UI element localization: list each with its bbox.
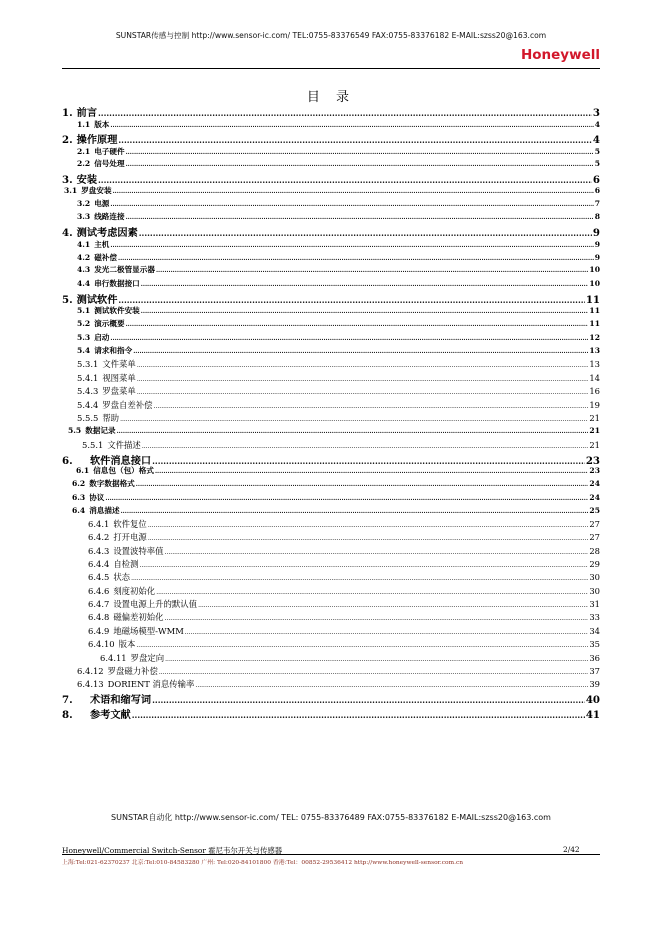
toc-entry-number: 3.2 [77, 199, 91, 208]
toc-entry-title: 磁补偿 [94, 253, 117, 262]
toc-entry-label [77, 318, 125, 329]
toc-entry-title: 设置波特率值 [113, 546, 164, 556]
toc-entry-number: 5.3.1 [77, 359, 99, 369]
toc-entry[interactable] [77, 278, 600, 289]
toc-leader-dots [132, 710, 585, 720]
toc-entry-page: 7 [594, 199, 600, 208]
toc-entry-label [68, 425, 116, 436]
toc-entry-page: 5 [594, 159, 600, 168]
toc-entry[interactable] [76, 465, 600, 476]
toc-entry[interactable] [77, 358, 600, 370]
toc-entry-number: 6.4.11 [100, 653, 127, 663]
toc-leader-dots [110, 335, 588, 342]
toc-entry-number: 1. [62, 107, 73, 119]
toc-entry-page: 10 [589, 279, 600, 288]
brand-logo-text: Honeywell [520, 47, 600, 63]
toc-entry-number: 4.2 [77, 253, 91, 262]
toc-entry[interactable] [88, 638, 600, 650]
toc-entry-number: 6.2 [72, 479, 86, 488]
toc-entry[interactable] [77, 146, 600, 157]
toc-entry[interactable] [88, 518, 600, 530]
toc-entry-number: 6.4.6 [88, 586, 110, 596]
toc-leader-dots [159, 669, 588, 676]
toc-entry-title: 信息包（包）格式 [93, 466, 154, 475]
toc-entry[interactable] [88, 585, 600, 597]
toc-leader-dots [118, 255, 594, 262]
toc-entry-page: 24 [589, 479, 600, 488]
toc-entry-page: 35 [589, 639, 600, 649]
toc-entry-title: 协议 [89, 493, 105, 502]
toc-entry-page: 27 [589, 532, 600, 542]
toc-entry-page: 13 [589, 346, 600, 355]
toc-leader-dots [148, 535, 589, 542]
toc-entry-title: 操作原理 [76, 134, 118, 146]
toc-entry-number: 6.4.12 [77, 666, 104, 676]
footer-page-number: 2/42 [563, 845, 580, 854]
toc-entry-label [88, 571, 130, 583]
toc-entry-label [77, 119, 109, 130]
toc-entry-page: 12 [589, 333, 600, 342]
toc-entry-number: 6.4.5 [88, 572, 110, 582]
toc-entry-page: 27 [589, 519, 600, 529]
toc-entry[interactable] [100, 652, 600, 664]
toc-leader-dots [154, 403, 589, 410]
toc-entry-label [62, 224, 138, 239]
toc-entry-page: 3 [592, 107, 600, 119]
toc-entry[interactable] [62, 706, 600, 721]
toc-leader-dots [110, 242, 593, 249]
footer-company: Honeywell/Commercial Switch-Sensor 霍尼韦尔开关与传感器 [62, 846, 283, 855]
header-contact-line: SUNSTAR传感与控制 http://www.sensor-ic.com/ TEL:0755-83376549 FAX:0755-83376182 E-MAIL:szss20@163.com [115, 31, 547, 40]
toc-leader-dots [118, 295, 584, 305]
toc-entry-label [77, 345, 132, 356]
toc-leader-dots [98, 175, 592, 185]
toc-entry-label [62, 291, 117, 306]
toc-leader-dots [139, 228, 592, 238]
toc-entry-page: 9 [592, 227, 600, 239]
toc-entry-title: 前言 [76, 107, 98, 119]
toc-entry-label [76, 465, 154, 476]
toc-entry-title: 罗盘菜单 [102, 386, 136, 396]
toc-leader-dots [137, 362, 589, 369]
bottom-contact-line: SUNSTAR自动化 http://www.sensor-ic.com/ TEL: 0755-83376489 FAX:0755-83376182 E-MAIL:szss20@163.com [111, 813, 551, 822]
toc-entry-title: 罗盘安装 [81, 186, 112, 195]
toc-entry[interactable] [77, 239, 600, 250]
toc-entry-page: 10 [589, 265, 600, 274]
toc-entry[interactable] [77, 211, 600, 222]
toc-leader-dots [141, 281, 589, 288]
toc-leader-dots [133, 348, 588, 355]
footer-divider [62, 854, 600, 855]
toc-entry[interactable] [82, 439, 600, 451]
toc-entry-title: 测试考虑因素 [76, 227, 138, 239]
toc-entry-page: 11 [589, 306, 600, 315]
toc-entry-label [100, 652, 164, 664]
toc-entry-label [77, 198, 109, 209]
toc-entry-number: 4. [62, 227, 73, 239]
toc-entry[interactable] [77, 332, 600, 343]
toc-entry[interactable] [77, 399, 600, 411]
toc-entry-title: 软件消息接口 [90, 455, 152, 467]
toc-entry-label [88, 585, 155, 597]
toc-entry-label [62, 706, 131, 721]
toc-entry-page: 30 [589, 572, 600, 582]
toc-entry-number: 2.1 [77, 147, 91, 156]
toc-entry-page: 13 [589, 359, 600, 369]
toc-entry-title: 罗盘自差补偿 [102, 400, 153, 410]
toc-entry-page: 31 [589, 599, 600, 609]
toc-entry-title: 线路连接 [94, 212, 125, 221]
toc-entry-label [77, 264, 155, 275]
toc-entry[interactable] [64, 185, 600, 196]
toc-entry-page: 40 [585, 694, 600, 706]
toc-entry-number: 5.4.4 [77, 400, 99, 410]
toc-entry-page: 39 [589, 679, 600, 689]
toc-entry-number: 5.3 [77, 333, 91, 342]
toc-entry[interactable] [88, 558, 600, 570]
toc-entry-number: 6.4.7 [88, 599, 110, 609]
toc-entry-title: 数字数据格式 [89, 479, 135, 488]
toc-entry-number: 6.1 [76, 466, 90, 475]
toc-leader-dots [113, 188, 594, 195]
toc-entry-number: 6.4 [72, 506, 86, 515]
toc-leader-dots [165, 656, 588, 663]
toc-entry-title: 启动 [94, 333, 110, 342]
footer-offices: 上海:Tel:021-62370237 北京:Tel:010-84583280 广州: Tel:020-84101800 香港:Tel：00852-29536412 http://www.honeywell-sensor.com.cn [62, 860, 464, 866]
toc-entry[interactable] [88, 545, 600, 557]
toc-leader-dots [185, 629, 589, 636]
toc-entry-page: 4 [592, 134, 600, 146]
toc-entry-number: 5. [62, 294, 73, 306]
toc-leader-dots [195, 682, 588, 689]
toc-entry-number: 6.4.8 [88, 612, 110, 622]
toc-entry[interactable] [77, 372, 600, 384]
toc-entry-label [88, 558, 138, 570]
toc-entry-title: 刻度初始化 [113, 586, 156, 596]
toc-entry-page: 23 [589, 466, 600, 475]
toc-entry-number: 5.5.1 [82, 440, 104, 450]
toc-entry-label [72, 478, 135, 489]
toc-leader-dots [165, 615, 589, 622]
toc-leader-dots [126, 321, 589, 328]
toc-entry-label [77, 239, 109, 250]
toc-leader-dots [152, 695, 585, 705]
toc-entry-title: 测试软件 [76, 294, 118, 306]
toc-entry-label [77, 211, 125, 222]
toc-entry-page: 16 [589, 386, 600, 396]
toc-entry-label [88, 531, 147, 543]
toc-leader-dots [156, 267, 588, 274]
toc-entry-number: 5.1 [77, 306, 91, 315]
toc-leader-dots [98, 108, 592, 118]
toc-entry-label [88, 598, 197, 610]
toc-entry[interactable] [77, 345, 600, 356]
toc-entry-page: 21 [589, 426, 600, 435]
toc-entry[interactable] [77, 119, 600, 130]
toc-leader-dots [110, 122, 593, 129]
toc-entry-number: 6.4.2 [88, 532, 110, 542]
toc-entry-title: 术语和缩写词 [90, 694, 152, 706]
toc-leader-dots [142, 443, 589, 450]
toc-entry-page: 33 [589, 612, 600, 622]
toc-leader-dots [139, 562, 588, 569]
toc-entry[interactable] [77, 158, 600, 169]
toc-entry-page: 11 [589, 319, 600, 328]
toc-entry[interactable] [88, 598, 600, 610]
toc-entry-page: 11 [585, 294, 600, 306]
toc-entry-label [77, 399, 153, 411]
toc-entry-number: 6. [62, 455, 73, 467]
toc-entry-page: 30 [589, 586, 600, 596]
toc-leader-dots [117, 428, 589, 435]
toc-leader-dots [137, 389, 589, 396]
toc-entry[interactable] [77, 412, 600, 424]
toc-entry-number: 6.4.10 [88, 639, 115, 649]
toc-entry[interactable] [62, 291, 600, 306]
toc-entry-page: 19 [589, 400, 600, 410]
toc-leader-dots [141, 308, 589, 315]
toc-entry-label [77, 678, 194, 690]
toc-entry-title: 文件菜单 [102, 359, 136, 369]
toc-entry-page: 4 [594, 120, 600, 129]
toc-leader-dots [136, 642, 588, 649]
toc-entry-label [62, 131, 117, 146]
toc-leader-dots [148, 522, 589, 529]
toc-entry-number: 6.4.13 [77, 679, 104, 689]
toc-entry-title: 发光二极管显示器 [94, 265, 155, 274]
toc-entry[interactable] [72, 492, 600, 503]
toc-entry-label [88, 518, 147, 530]
toc-entry-number: 5.4.3 [77, 386, 99, 396]
toc-entry-title: 参考文献 [90, 709, 131, 721]
toc-entry-title: 设置电源上升的默认值 [113, 599, 198, 609]
toc-entry-title: 帮助 [102, 413, 120, 423]
toc-entry-number: 5.4 [77, 346, 91, 355]
toc-leader-dots [156, 589, 588, 596]
toc-entry-number: 4.1 [77, 240, 91, 249]
toc-entry-title: 软件复位 [113, 519, 147, 529]
toc-entry-page: 8 [594, 212, 600, 221]
toc-leader-dots [126, 214, 594, 221]
toc-entry[interactable] [72, 478, 600, 489]
toc-entry-label [77, 358, 136, 370]
toc-entry-number: 5.5 [68, 426, 82, 435]
toc-leader-dots [165, 549, 589, 556]
toc-entry-title: 视图菜单 [102, 373, 136, 383]
toc-entry-title: 版本 [94, 120, 110, 129]
toc-entry-label [77, 385, 136, 397]
toc-leader-dots [137, 376, 589, 383]
toc-entry-number: 6.3 [72, 493, 86, 502]
toc-entry-page: 29 [589, 559, 600, 569]
toc-entry-title: 演示概要 [94, 319, 125, 328]
toc-entry-label [62, 104, 97, 119]
toc-entry-title: 请求和指令 [94, 346, 133, 355]
toc-entry-title: 安装 [76, 174, 98, 186]
toc-entry[interactable] [88, 531, 600, 543]
toc-leader-dots [110, 201, 593, 208]
toc-entry-page: 14 [589, 373, 600, 383]
toc-entry[interactable] [77, 318, 600, 329]
toc-entry-page: 34 [589, 626, 600, 636]
toc-leader-dots [136, 481, 589, 488]
toc-entry[interactable] [88, 625, 600, 637]
toc-entry-label [88, 545, 164, 557]
toc-entry-page: 6 [592, 174, 600, 186]
toc-entry-page: 9 [594, 240, 600, 249]
toc-entry[interactable] [77, 252, 600, 263]
toc-entry-label [62, 171, 97, 186]
toc-entry-label [88, 625, 184, 637]
toc-entry-label [77, 332, 109, 343]
toc-entry-number: 5.4.1 [77, 373, 99, 383]
toc-entry-label [72, 492, 104, 503]
toc-entry-title: 文件描述 [107, 440, 141, 450]
toc-entry-label [77, 412, 119, 424]
toc-entry[interactable] [62, 691, 600, 706]
toc-entry-label [88, 611, 164, 623]
toc-entry-number: 4.3 [77, 265, 91, 274]
toc-entry-label [77, 252, 117, 263]
toc-entry-label [82, 439, 141, 451]
toc-entry-page: 23 [585, 455, 600, 467]
toc-entry-number: 3. [62, 174, 73, 186]
toc-entry-label [77, 665, 158, 677]
toc-entry-page: 24 [589, 493, 600, 502]
toc-leader-dots [155, 468, 588, 475]
toc-leader-dots [198, 602, 588, 609]
toc-entry-page: 37 [589, 666, 600, 676]
toc-entry-label [77, 305, 140, 316]
toc-entry-page: 9 [594, 253, 600, 262]
toc-entry-page: 21 [589, 440, 600, 450]
toc-entry[interactable] [68, 425, 600, 436]
toc-entry[interactable] [88, 571, 600, 583]
toc-entry-number: 2. [62, 134, 73, 146]
toc-entry-number: 1.1 [77, 120, 91, 129]
toc-entry-number: 6.4.9 [88, 626, 110, 636]
toc-entry[interactable] [77, 264, 600, 275]
toc-entry-number: 6.4.1 [88, 519, 110, 529]
toc-entry[interactable] [62, 104, 600, 119]
toc-entry-title: 自检测 [113, 559, 139, 569]
toc-entry[interactable] [72, 505, 600, 516]
toc-entry[interactable] [77, 665, 600, 677]
toc-title: 目 录 [306, 90, 356, 105]
toc-entry-label [64, 185, 112, 196]
toc-entry-title: 状态 [113, 572, 131, 582]
toc-entry-title: 消息描述 [89, 506, 120, 515]
toc-entry-number: 5.5.5 [77, 413, 99, 423]
toc-entry[interactable] [77, 198, 600, 209]
toc-entry-page: 41 [585, 709, 600, 721]
toc-entry[interactable] [77, 305, 600, 316]
toc-entry-number: 2.2 [77, 159, 91, 168]
toc-entry-title: 地磁场模型-WMM [113, 626, 184, 636]
toc-entry-page: 36 [589, 653, 600, 663]
toc-entry-label [62, 691, 151, 706]
toc-entry-page: 28 [589, 546, 600, 556]
toc-leader-dots [121, 508, 589, 515]
toc-entry-title: 主机 [94, 240, 110, 249]
toc-entry-title: 测试软件安装 [94, 306, 140, 315]
toc-entry-label [77, 158, 125, 169]
toc-entry-label [88, 638, 135, 650]
toc-entry-number: 5.2 [77, 319, 91, 328]
toc-entry-title: 打开电源 [113, 532, 147, 542]
toc-entry-title: 信号处理 [94, 159, 125, 168]
toc-entry-title: 磁偏差初始化 [113, 612, 164, 622]
toc-entry-label [72, 505, 120, 516]
toc-entry[interactable] [88, 611, 600, 623]
toc-entry-title: DORIENT 消息传输率 [107, 679, 195, 689]
toc-entry-page: 21 [589, 413, 600, 423]
toc-entry-number: 6.4.4 [88, 559, 110, 569]
toc-entry-title: 电子硬件 [94, 147, 125, 156]
toc-entry-title: 版本 [118, 639, 136, 649]
toc-entry-number: 7. [62, 694, 73, 706]
toc-leader-dots [120, 416, 588, 423]
toc-entry[interactable] [62, 171, 600, 186]
toc-leader-dots [126, 149, 594, 156]
toc-entry[interactable] [77, 385, 600, 397]
toc-entry-label [77, 372, 136, 384]
toc-leader-dots [126, 161, 594, 168]
toc-entry-number: 3.1 [64, 186, 78, 195]
toc-entry-title: 电源 [94, 199, 110, 208]
toc-entry[interactable] [77, 678, 600, 690]
toc-entry-page: 25 [589, 506, 600, 515]
toc-entry-number: 8. [62, 709, 73, 721]
toc-leader-dots [118, 135, 592, 145]
toc-entry-title: 罗盘定向 [130, 653, 165, 663]
toc-entry-number: 4.4 [77, 279, 91, 288]
toc-entry-label [77, 146, 125, 157]
toc-entry-page: 5 [594, 147, 600, 156]
toc-leader-dots [105, 495, 588, 502]
toc-entry[interactable] [62, 131, 600, 146]
toc-entry-title: 串行数据接口 [94, 279, 140, 288]
toc-entry-label [77, 278, 140, 289]
toc-leader-dots [131, 575, 588, 582]
toc-entry-title: 数据记录 [85, 426, 116, 435]
toc-entry-page: 6 [594, 186, 600, 195]
toc-entry-number: 3.3 [77, 212, 91, 221]
toc-entry-title: 罗盘磁力补偿 [107, 666, 158, 676]
toc-entry-number: 6.4.3 [88, 546, 110, 556]
toc-entry[interactable] [62, 224, 600, 239]
